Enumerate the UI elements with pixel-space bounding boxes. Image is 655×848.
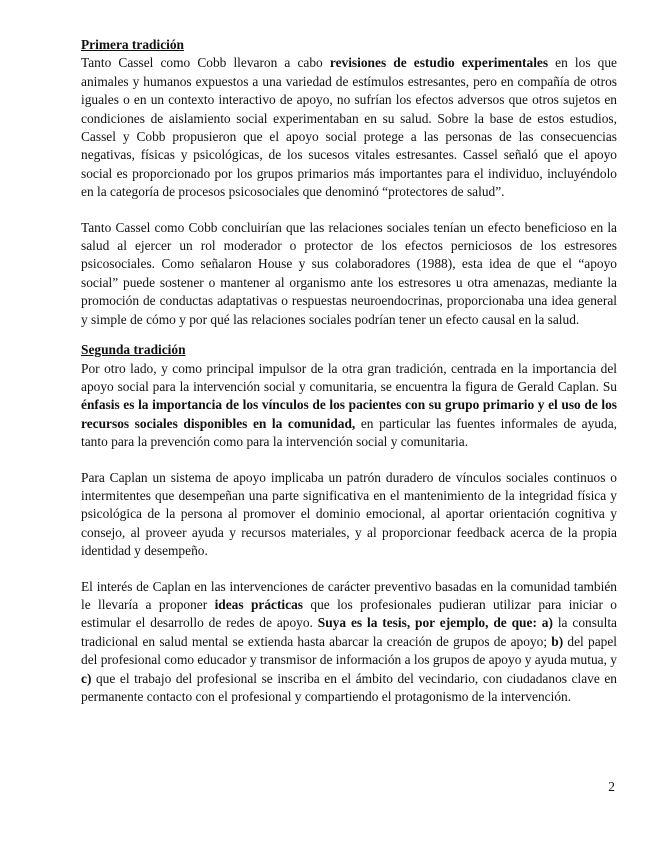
document-page (81, 36, 617, 706)
text-run: que los profesionales pudieran utilizar para iniciar o estimular el desarrollo de redes de apoyo. (81, 596, 617, 631)
paragraph-caplan-support-system (81, 469, 617, 561)
text-run: Para Caplan un sistema de apoyo implicaba un patrón duradero de vínculos sociales continuos o intermitentes que desempeñan una parte significativa en el mantenimiento de la integridad física y psicológica de la persona al promover el dominio emocional, al aportar orientación cognitiva y consejo, al proveer ayuda y recursos materiales, y al proporcionar feedback acerca de la propia identidad y desempeño. (81, 469, 617, 559)
text-run: que el trabajo del profesional se inscriba en el ámbito del vecindario, con ciudadanos clave en permanente contacto con el profesional y compartiendo el protagonismo de la intervención. (81, 670, 617, 704)
section-heading-primera-tradicion: Primera tradición (81, 37, 184, 52)
page-number: 2 (608, 779, 615, 794)
paragraph-cassel-cobb-conclusions (81, 219, 617, 329)
text-run: en los que animales y humanos expuestos a una variedad de estímulos estresantes, pero en compañía de otros iguales o en un contexto interactivo de apoyo, no sufrían los efectos adversos que otros sujetos en condiciones de aislamiento social experimentaban en su salud. Sobre la base de estos estudios, Cassel y Cobb propusieron que el apoyo social protege a las personas de las consecuencias negativas, físicas y psicológicas, de los sucesos vitales estresantes. Cassel señaló que el apoyo social es proporcionado por los grupos primarios más importantes para el individuo, incluyéndolo en la categoría de procesos psicosociales que denominó “protectores de salud”. (81, 55, 617, 200)
paragraph-cassel-cobb-reviews (81, 54, 617, 201)
paragraph-caplan-intro (81, 360, 617, 452)
bold-text-run: revisiones de estudio experimentales (329, 55, 549, 71)
paragraph-caplan-preventive-interventions (81, 578, 617, 707)
text-run: la consulta tradicional en salud mental se extienda hasta abarcar la creación de grupos de apoyo; (81, 615, 617, 649)
text-run: Tanto Cassel como Cobb llevaron a cabo (81, 55, 330, 71)
bold-text-run: b) (551, 633, 564, 649)
text-run: en particular las fuentes informales de ayuda, tanto para la prevención como para la intervención social y comunitaria. (81, 415, 618, 450)
bold-text-run: énfasis es la importancia de los vínculos de los pacientes con su grupo primario y el uso de los recursos sociales disponibles en la comunidad, (81, 397, 617, 431)
text-run: del papel del profesional como educador y transmisor de información a los grupos de apoyo y ayuda mutua, y (81, 633, 617, 668)
bold-text-run: ideas prácticas (214, 596, 304, 612)
text-run: Por otro lado, y como principal impulsor de la otra gran tradición, centrada en la importancia del apoyo social para la intervención social y comunitaria, se encuentra la figura de Gerald Caplan. Su (81, 360, 617, 394)
bold-text-run: c) (81, 670, 92, 686)
text-run: Tanto Cassel como Cobb concluirían que las relaciones sociales tenían un efecto beneficioso en la salud al ejercer un rol moderador o protector de los efectos perniciosos de los estresores psicosociales. Como señalaron House y sus colaboradores (1988), esta idea de que el “apoyo social” puede sostener o mantener al organismo ante los estresores u otra amenazas, mediante la promoción de conductas adaptativas o respuestas neuroendocrinas, proporcionaba una idea general y simple de cómo y por qué las relaciones sociales podrían tener un efecto causal en la salud. (81, 219, 617, 327)
bold-text-run: Suya es la tesis, por ejemplo, de que: a) (317, 615, 553, 631)
text-run: El interés de Caplan en las intervenciones de carácter preventivo basadas en la comunidad también le llevaría a proponer (81, 578, 617, 612)
section-heading-segunda-tradicion: Segunda tradición (81, 342, 186, 358)
